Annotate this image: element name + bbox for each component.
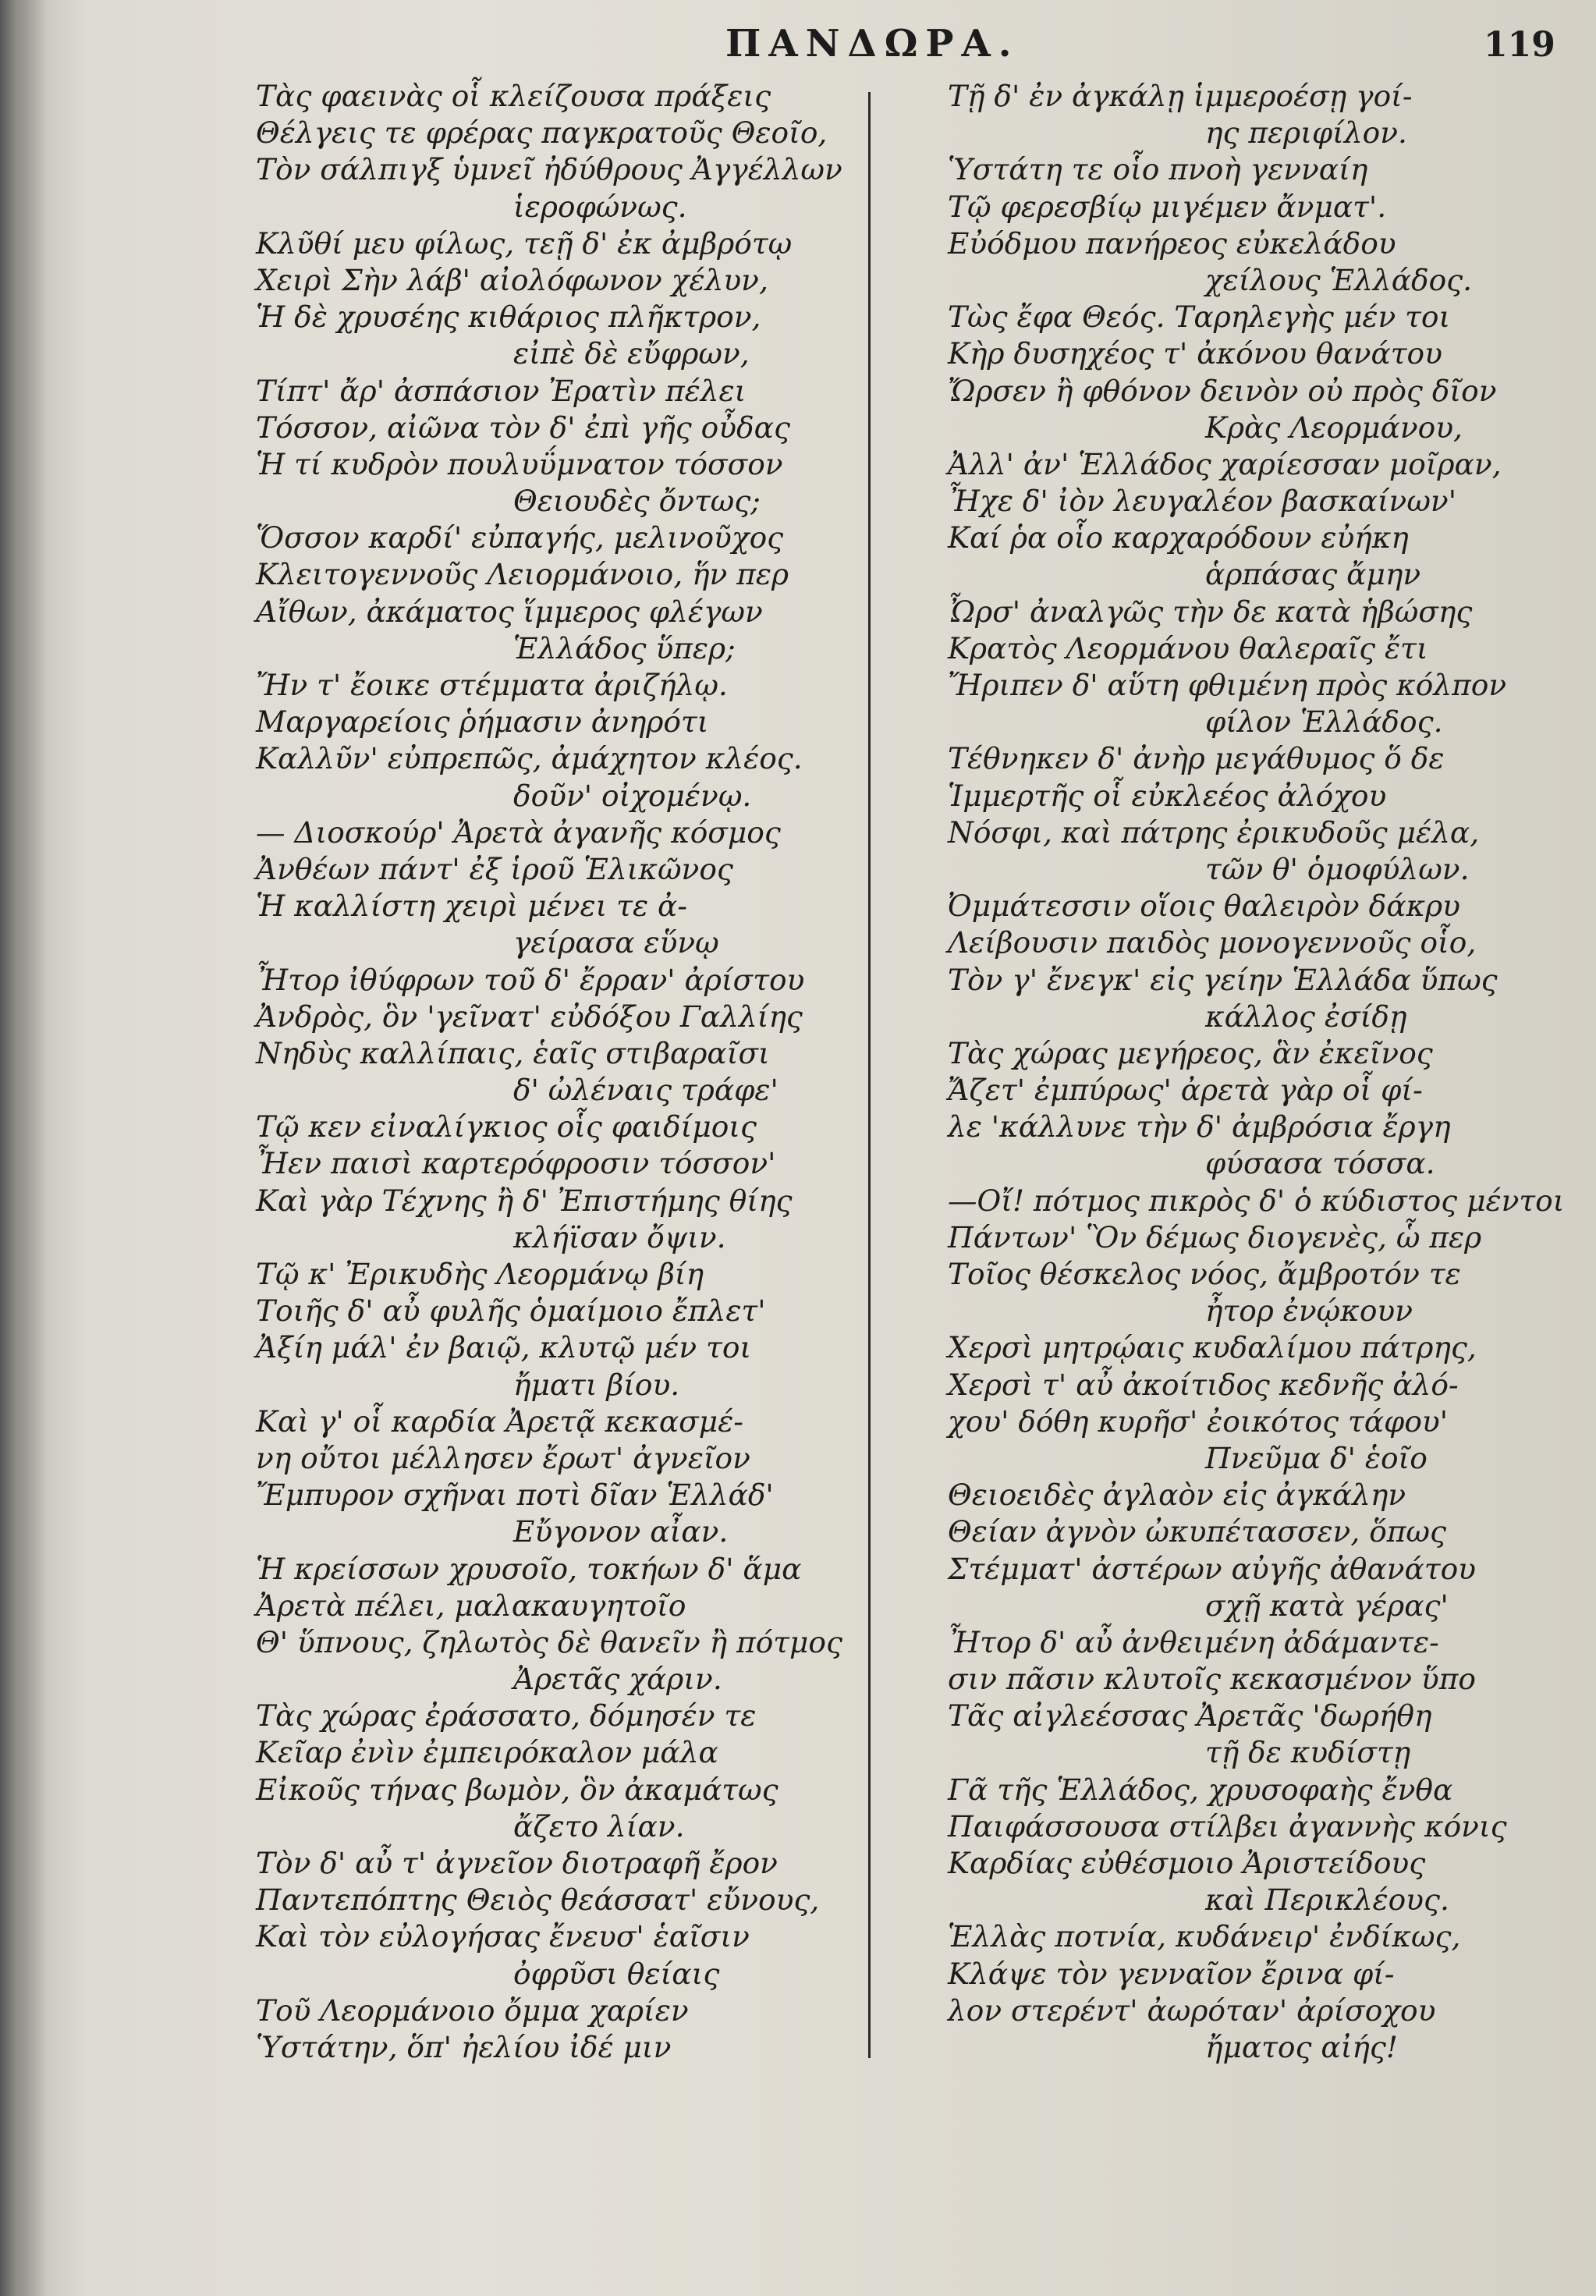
verse-line: Τοιῆς δ' αὖ φυλῆς ὁμαίμοιο ἔπλετ': [256, 1293, 766, 1329]
verse-line: Στέμματ' ἀστέρων αὐγῆς ἀθανάτου: [948, 1551, 1476, 1586]
verse-line: καὶ Περικλέους.: [1205, 1883, 1449, 1918]
verse-line: Χερσὶ τ' αὖ ἀκοίτιδος κεδνῆς ἀλό-: [948, 1367, 1459, 1402]
verse-line: Νόσφι, καὶ πάτρης ἐρικυδοῦς μέλα,: [948, 814, 1480, 850]
verse-line: Καί ῥα οἷο καρχαρόδουν εὐήκη: [948, 520, 1409, 555]
verse-line: ἤματι βίου.: [513, 1367, 680, 1402]
verse-line: νη οὔτοι μέλλησεν ἔρωτ' ἀγνεῖον: [256, 1440, 750, 1475]
verse-line: Ἦχε δ' ἰὸν λευγαλέον βασκαίνων': [948, 484, 1457, 519]
verse-line: Ἑλλὰς ποτνία, κυδάνειρ' ἐνδίκως,: [948, 1919, 1461, 1954]
verse-line: Ἀνθέων πάντ' ἐξ ἱροῦ Ἑλικῶνος: [256, 851, 733, 886]
verse-line: Ἦεν παισὶ καρτερόφροσιν τόσσον': [256, 1146, 776, 1181]
verse-line: Χερσὶ μητρῴαις κυδαλίμου πάτρης,: [948, 1330, 1477, 1365]
verse-line: φίλον Ἑλλάδος.: [1205, 704, 1443, 740]
verse-line: Πνεῦμα δ' ἑοῖο: [1205, 1440, 1428, 1475]
verse-line: Ὦρσ' ἀναλγῶς τὴν δε κατὰ ἡβώσης: [948, 594, 1473, 629]
verse-line: Τὰς φαεινὰς οἷ κλείζουσα πράξεις: [256, 79, 771, 113]
verse-line: Χειρὶ Σὴν λάβ' αἰολόφωνον χέλυν,: [256, 262, 768, 297]
verse-line: Κεῖαρ ἐνὶν ἐμπειρόκαλον μάλα: [256, 1735, 718, 1770]
verse-line: Τόσσον, αἰῶνα τὸν δ' ἐπὶ γῆς οὖδας: [256, 410, 790, 445]
verse-line: κλήϊσαν ὄψιν.: [513, 1219, 726, 1254]
verse-line: ἄζετο λίαν.: [513, 1808, 685, 1844]
verse-line: Καὶ γὰρ Τέχνης ἢ δ' Ἐπιστήμης θίης: [256, 1183, 793, 1218]
page-header: [0, 22, 1596, 69]
verse-line: Τῷ κ' Ἐρικυδὴς Λεορμάνῳ βίη: [256, 1257, 704, 1291]
page-number: 119: [1484, 25, 1555, 65]
verse-line: Ἄζετ' ἐμπύρως' ἀρετὰ γὰρ οἷ φί-: [948, 1073, 1423, 1108]
verse-line: Ἦτορ δ' αὖ ἀνθειμένη ἀδάμαντε-: [948, 1624, 1439, 1659]
verse-line: Ὀμμάτεσσιν οἵοις θαλειρὸν δάκρυ: [948, 889, 1460, 924]
verse-line: Ἤν τ' ἔοικε στέμματα ἀριζήλῳ.: [256, 668, 728, 702]
verse-line: Τᾶς αἰγλεέσσας Ἀρετᾶς 'δωρήθη: [948, 1698, 1432, 1734]
verse-line: γείρασα εὕνῳ: [513, 925, 719, 960]
verse-line: χείλους Ἑλλάδος.: [1205, 262, 1473, 297]
verse-line: Ἤριπεν δ' αὕτη φθιμένη πρὸς κόλπον: [948, 668, 1507, 702]
binding-edge: [0, 0, 47, 2296]
verse-line: ἁρπάσας ἄμην: [1205, 557, 1421, 592]
verse-line: κάλλος ἐσίδῃ: [1205, 999, 1407, 1034]
verse-line: Τῷ φερεσβίῳ μιγέμεν ἄνματ'.: [948, 189, 1387, 224]
verse-line: ης περιφίλον.: [1205, 115, 1407, 151]
verse-line: Ἀρετᾶς χάριν.: [513, 1662, 722, 1697]
verse-line: Τὸν γ' ἔνεγκ' εἰς γείην Ἑλλάδα ὕπως: [948, 962, 1498, 997]
verse-line: Ἡ κρείσσων χρυσοῖο, τοκήων δ' ἅμα: [256, 1551, 802, 1586]
verse-line: Τοῦ Λεορμάνοιο ὄμμα χαρίεν: [256, 1993, 689, 2028]
verse-line: Παντεπόπτης Θειὸς θεάσσατ' εὔνους,: [256, 1883, 820, 1918]
verse-line: Ἡ τί κυδρὸν πουλυΰμνατον τόσσον: [256, 446, 783, 481]
verse-line: Τῷ κεν εἰναλίγκιος οἷς φαιδίμοις: [256, 1109, 757, 1144]
verse-line: Κλειτογεννοῦς Λειορμάνοιο, ἥν περ: [256, 557, 789, 592]
verse-line: Ὤρσεν ἢ φθόνον δεινὸν οὐ πρὸς δῖον: [948, 373, 1497, 408]
verse-line: Τὸν δ' αὖ τ' ἀγνεῖον διοτραφῆ ἔρον: [256, 1846, 778, 1880]
verse-line: Κλῦθί μευ φίλως, τεῇ δ' ἐκ ἀμβρότῳ: [256, 225, 793, 261]
verse-line: Τίπτ' ἄρ' ἀσπάσιον Ἐρατὶν πέλει: [256, 373, 747, 408]
verse-line: Μαργαρείοις ῥήμασιν ἀνηρότι: [256, 704, 709, 740]
verse-line: Ἀρετὰ πέλει, μαλακαυγητοῖο: [256, 1588, 686, 1623]
verse-line: Ἀξίη μάλ' ἐν βαιῷ, κλυτῷ μέν τοι: [256, 1330, 752, 1365]
verse-line: σχῇ κατὰ γέρας': [1205, 1588, 1449, 1623]
verse-line: Ἀλλ' ἀν' Ἑλλάδος χαρίεσσαν μοῖραν,: [948, 446, 1502, 481]
verse-line: τῇ δε κυδίστῃ: [1205, 1735, 1411, 1770]
verse-line: Νηδὺς καλλίπαις, ἑαῖς στιβαραῖσι: [256, 1035, 770, 1070]
verse-line: λε 'κάλλυνε τὴν δ' ἀμβρόσια ἔργη: [948, 1109, 1451, 1144]
column-divider: [868, 92, 871, 2058]
verse-line: Ἡ δὲ χρυσέης κιθάριος πλῆκτρον,: [256, 300, 761, 335]
verse-line: Κὴρ δυσηχέος τ' ἀκόνου θανάτου: [948, 336, 1442, 371]
verse-line: Θείαν ἀγνὸν ὠκυπέτασσεν, ὅπως: [948, 1514, 1447, 1549]
verse-line: Κρατὸς Λεορμάνου θαλεραῖς ἔτι: [948, 630, 1428, 665]
verse-line: ἤματος αἰής!: [1205, 2029, 1398, 2064]
verse-line: Εὐόδμου πανήρεος εὐκελάδου: [948, 225, 1396, 261]
verse-line: Κλάψε τὸν γενναῖον ἔρινα φί-: [948, 1956, 1395, 1991]
verse-line: Ἱμμερτῆς οἷ εὐκλεέος ἀλόχου: [948, 778, 1387, 813]
running-title: ΠΑΝΔΩΡΑ.: [725, 22, 1020, 66]
verse-line: Καλλῦν' εὐπρεπῶς, ἀμάχητον κλέος.: [256, 741, 803, 776]
verse-line: Τὼς ἔφα Θεός. Ταρηλεγὴς μέν τοι: [948, 300, 1451, 335]
verse-line: δ' ὠλέναις τράφε': [513, 1073, 778, 1108]
verse-line: Ὅσσον καρδί' εὐπαγής, μελινοῦχος: [256, 520, 784, 555]
verse-line: δοῦν' οἰχομένῳ.: [513, 778, 752, 813]
verse-line: σιν πᾶσιν κλυτοῖς κεκασμένον ὕπο: [948, 1662, 1476, 1697]
verse-line: ἦτορ ἐνῴκουν: [1205, 1293, 1413, 1329]
verse-line: ὀφρῦσι θείαις: [513, 1956, 720, 1991]
verse-line: Καρδίας εὐθέσμοιο Ἀριστείδους: [948, 1846, 1426, 1880]
verse-line: Καὶ γ' οἷ καρδία Ἀρετᾷ κεκασμέ-: [256, 1404, 743, 1439]
verse-line: Θειουδὲς ὄντως;: [513, 484, 761, 519]
verse-line: Εἰκοῦς τήνας βωμὸν, ὃν ἀκαμάτως: [256, 1772, 778, 1807]
verse-line: Τῇ δ' ἐν ἀγκάλῃ ἱμμεροέσῃ γοί-: [948, 79, 1413, 113]
verse-line: Θέλγεις τε φρέρας παγκρατοῦς Θεοῖο,: [256, 115, 828, 151]
verse-line: Αἴθων, ἀκάματος ἵμμερος φλέγων: [256, 594, 763, 629]
verse-line: Πάντων' Ὃν δέμως διογενὲς, ὧ περ: [948, 1219, 1482, 1254]
verse-line: Ἑλλάδος ὕπερ;: [513, 630, 736, 665]
verse-line: Ἔμπυρον σχῆναι ποτὶ δῖαν Ἑλλάδ': [256, 1478, 774, 1513]
verse-line: Ὑστάτη τε οἷο πνοὴ γενναίη: [948, 152, 1368, 187]
verse-line: χου' δόθη κυρῆσ' ἐοικότος τάφου': [948, 1404, 1448, 1439]
verse-line: Τέθνηκεν δ' ἀνὴρ μεγάθυμος ὅ δε: [948, 741, 1445, 776]
verse-line: Ἡ καλλίστη χειρὶ μένει τε ἀ-: [256, 889, 688, 924]
verse-line: εἰπὲ δὲ εὔφρων,: [513, 336, 750, 371]
verse-line: Ἀνδρὸς, ὃν 'γεῖνατ' εὐδόξου Γαλλίης: [256, 999, 803, 1034]
verse-line: Τὰς χώρας ἐράσσατο, δόμησέν τε: [256, 1698, 757, 1734]
verse-line: τῶν θ' ὁμοφύλων.: [1205, 851, 1470, 886]
verse-line: Θ' ὕπνους, ζηλωτὸς δὲ θανεῖν ἢ πότμος: [256, 1624, 842, 1659]
verse-line: Τοῖος θέσκελος νόος, ἄμβροτόν τε: [948, 1257, 1461, 1291]
verse-line: Κρὰς Λεορμάνου,: [1205, 410, 1463, 445]
right-column: [948, 78, 1565, 2066]
verse-line: Τὰς χώρας μεγήρεος, ἃν ἐκεῖνος: [948, 1035, 1433, 1070]
verse-line: Εὔγονον αἶαν.: [513, 1514, 729, 1549]
verse-line: Τὸν σάλπιγξ ὑμνεῖ ἠδύθρους Ἀγγέλλων: [256, 152, 842, 187]
verse-line: Ἦτορ ἰθύφρων τοῦ δ' ἔρραν' ἀρίστου: [256, 962, 805, 997]
verse-line: φύσασα τόσσα.: [1205, 1146, 1435, 1181]
verse-line: —Οἴ! πότμος πικρὸς δ' ὁ κύδιστος μέντοι: [948, 1183, 1565, 1218]
verse-line: Γᾶ τῆς Ἑλλάδος, χρυσοφαὴς ἔνθα: [948, 1772, 1453, 1807]
left-column: [256, 78, 864, 2066]
verse-line: Θειοειδὲς ἀγλαὸν εἰς ἀγκάλην: [948, 1478, 1406, 1513]
verse-line: Ὑστάτην, ὅπ' ἠελίου ἰδέ μιν: [256, 2029, 672, 2064]
verse-line: λον στερέντ' ἀωρόταν' ἀρίσοχου: [948, 1993, 1436, 2028]
verse-line: Καὶ τὸν εὐλογήσας ἔνευσ' ἑαῖσιν: [256, 1919, 750, 1954]
verse-line: Παιφάσσουσα στίλβει ἀγαννὴς κόνις: [948, 1808, 1507, 1844]
verse-line: Λείβουσιν παιδὸς μονογεννοῦς οἷο,: [948, 925, 1477, 960]
verse-line: — Διοσκούρ' Ἀρετὰ ἀγανῆς κόσμος: [256, 814, 781, 850]
verse-line: ἱεροφώνως.: [513, 189, 687, 224]
